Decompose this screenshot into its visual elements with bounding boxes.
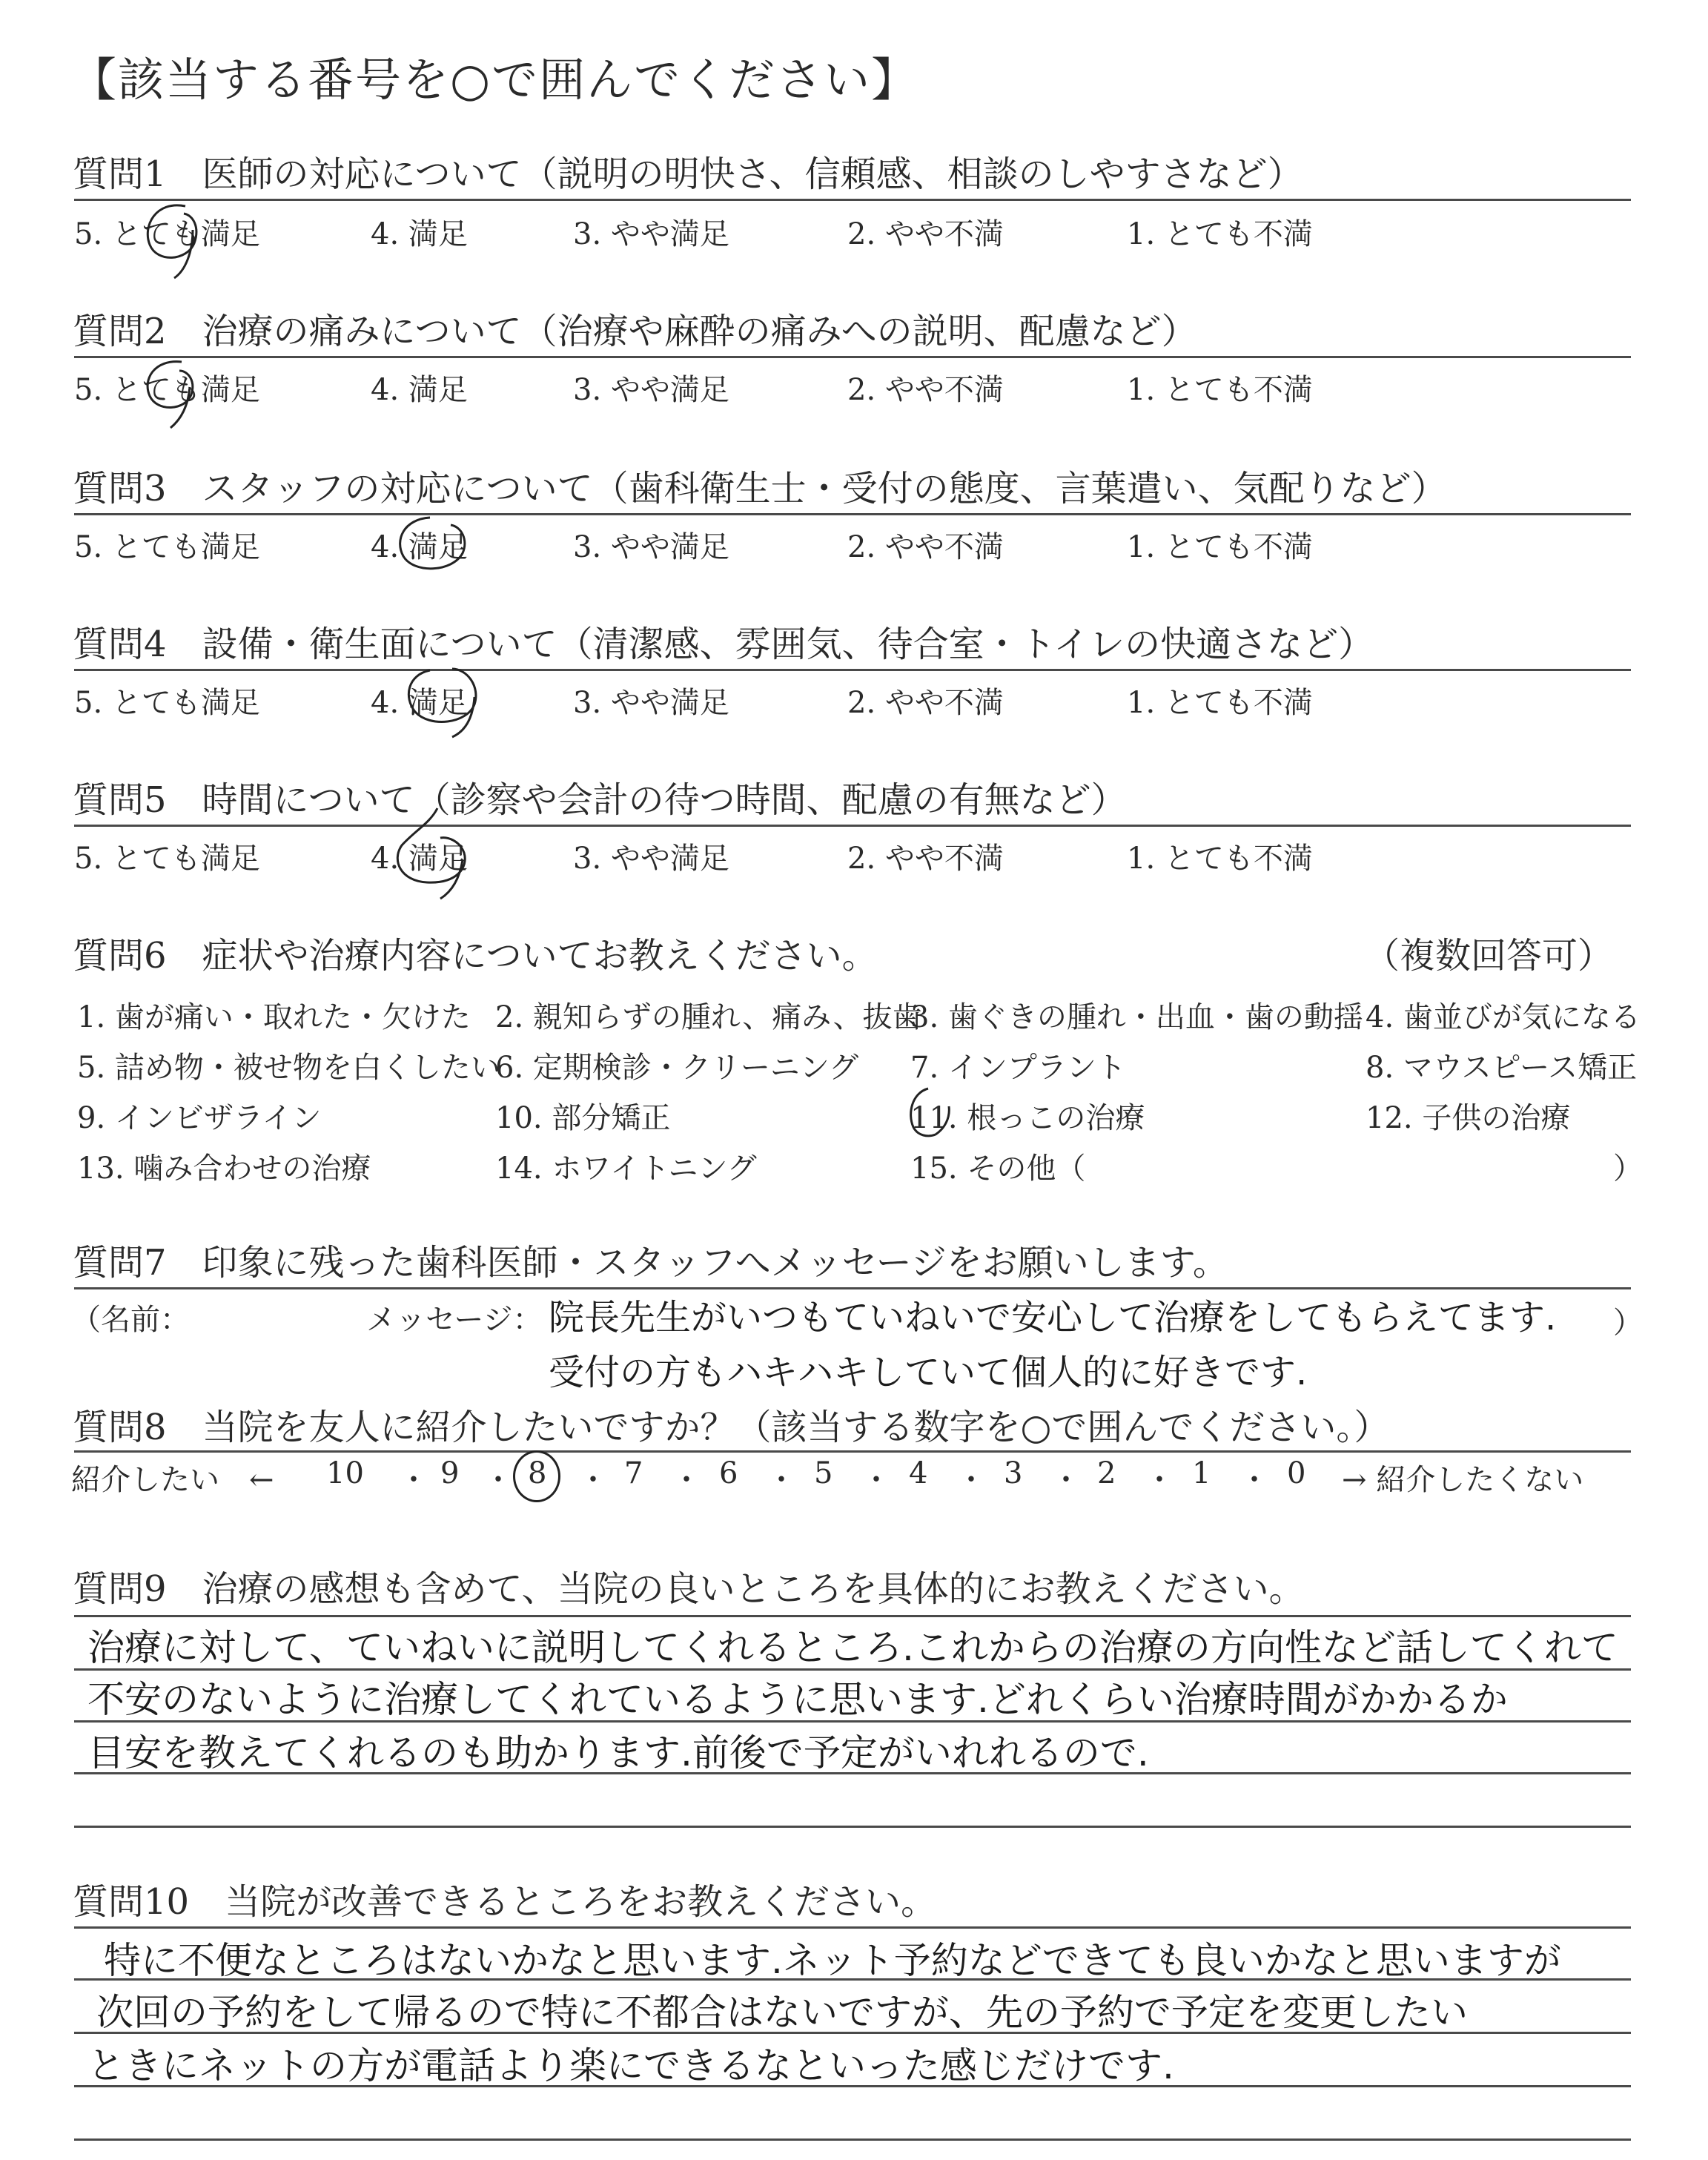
q8-rule bbox=[74, 1450, 1631, 1453]
q5-option-5[interactable]: 5. とても満足 bbox=[74, 842, 260, 876]
q10-answer-line-2: 次回の予約をして帰るので特に不都合はないですが、先の予約で予定を変更したい bbox=[96, 1991, 1468, 2034]
q6-option-1[interactable]: 1. 歯が痛い・取れた・欠けた bbox=[77, 1000, 471, 1034]
q8-dot: ・ bbox=[672, 1463, 701, 1497]
q4-option-4[interactable]: 4. 満足 bbox=[371, 686, 468, 720]
q5-option-1[interactable]: 1. とても不満 bbox=[1127, 842, 1313, 876]
q8-title: 質問8 当院を友人に紹介したいですか？（該当する数字を○で囲んでください。） bbox=[73, 1407, 1390, 1448]
q8-dot: ・ bbox=[1239, 1463, 1269, 1497]
q5-option-4[interactable]: 4. 満足 bbox=[371, 842, 468, 876]
q2-option-4[interactable]: 4. 満足 bbox=[371, 373, 468, 407]
q8-scale-9[interactable]: 9 bbox=[440, 1456, 460, 1490]
q6-option-9[interactable]: 9. インビザライン bbox=[77, 1101, 322, 1135]
q1-option-3[interactable]: 3. やや満足 bbox=[573, 217, 729, 251]
q7-close: ） bbox=[1613, 1306, 1643, 1340]
q1-title: 質問1 医師の対応について（説明の明快さ、信頼感、相談のしやすさなど） bbox=[73, 153, 1303, 195]
q6-option-2[interactable]: 2. 親知らずの腫れ、痛み、抜歯 bbox=[495, 1000, 922, 1034]
q1-option-2[interactable]: 2. やや不満 bbox=[847, 217, 1004, 251]
q6-selection-circle bbox=[906, 1084, 958, 1143]
q4-option-3[interactable]: 3. やや満足 bbox=[573, 686, 729, 720]
q3-option-1[interactable]: 1. とても不満 bbox=[1127, 530, 1313, 564]
q6-option-10[interactable]: 10. 部分矯正 bbox=[495, 1101, 671, 1135]
q1-option-4[interactable]: 4. 満足 bbox=[371, 217, 468, 251]
q10-answer-line-1: 特に不便なところはないかなと思います.ネット予約などできても良いかなと思いますが bbox=[104, 1939, 1561, 1982]
q1-option-5[interactable]: 5. とても満足 bbox=[74, 217, 260, 251]
q3-title: 質問3 スタッフの対応について（歯科衛生士・受付の態度、言葉遣い、気配りなど） bbox=[73, 468, 1447, 509]
q6-option-11[interactable]: 11. 根っこの治療 bbox=[910, 1101, 1145, 1135]
q8-scale-2[interactable]: 2 bbox=[1097, 1456, 1116, 1490]
q2-option-3[interactable]: 3. やや満足 bbox=[573, 373, 729, 407]
q7-title: 質問7 印象に残った歯科医師・スタッフへメッセージをお願いします。 bbox=[73, 1242, 1228, 1284]
q4-rule bbox=[74, 669, 1631, 671]
q7-message-label: メッセージ： bbox=[366, 1303, 543, 1337]
q5-rule bbox=[74, 825, 1631, 827]
q6-option-8[interactable]: 8. マウスピース矯正 bbox=[1366, 1051, 1638, 1085]
q8-dot: ・ bbox=[1051, 1463, 1081, 1497]
q6-other-close: ） bbox=[1613, 1152, 1643, 1186]
q9-title: 質問9 治療の感想も含めて、当院の良いところを具体的にお教えください。 bbox=[73, 1568, 1305, 1610]
q8-dot: ・ bbox=[767, 1463, 796, 1497]
q3-rule bbox=[74, 513, 1631, 515]
q5-option-2[interactable]: 2. やや不満 bbox=[847, 842, 1004, 876]
q4-option-2[interactable]: 2. やや不満 bbox=[847, 686, 1004, 720]
q8-scale-4[interactable]: 4 bbox=[909, 1456, 928, 1490]
q8-right-label: → 紹介したくない bbox=[1342, 1463, 1584, 1497]
q6-option-15[interactable]: 15. その他（ bbox=[910, 1152, 1086, 1186]
q10-rule-5 bbox=[74, 2138, 1631, 2141]
q3-option-5[interactable]: 5. とても満足 bbox=[74, 530, 260, 564]
q8-scale-6[interactable]: 6 bbox=[719, 1456, 738, 1490]
q4-option-5[interactable]: 5. とても満足 bbox=[74, 686, 260, 720]
q9-answer-line-1: 治療に対して、ていねいに説明してくれるところ.これからの治療の方向性など話してくれて bbox=[87, 1626, 1618, 1669]
q8-dot: ・ bbox=[399, 1463, 428, 1497]
q6-option-13[interactable]: 13. 噛み合わせの治療 bbox=[77, 1152, 371, 1186]
q8-selection-circle bbox=[513, 1450, 560, 1502]
q5-title: 質問5 時間について（診察や会計の待つ時間、配慮の有無など） bbox=[73, 779, 1127, 821]
q3-option-4[interactable]: 4. 満足 bbox=[371, 530, 468, 564]
q6-option-4[interactable]: 4. 歯並びが気になる bbox=[1366, 1000, 1641, 1034]
q4-title: 質問4 設備・衛生面について（清潔感、雰囲気、待合室・トイレの快適さなど） bbox=[73, 624, 1374, 665]
form-header: 【該当する番号を○で囲んでください】 bbox=[70, 53, 919, 107]
q6-title: 質問6 症状や治療内容についてお教えください。 bbox=[73, 935, 878, 977]
q7-message-line-1: 院長先生がいつもていねいで安心して治療をしてもらえてます. bbox=[549, 1297, 1557, 1338]
q6-option-6[interactable]: 6. 定期検診・クリーニング bbox=[495, 1051, 859, 1085]
q8-scale-8[interactable]: 8 bbox=[528, 1456, 547, 1490]
q8-dot: ・ bbox=[483, 1463, 513, 1497]
q8-scale-3[interactable]: 3 bbox=[1004, 1456, 1023, 1490]
q1-selection-circle bbox=[141, 200, 208, 282]
q2-option-2[interactable]: 2. やや不満 bbox=[847, 373, 1004, 407]
q8-dot: ・ bbox=[578, 1463, 608, 1497]
q8-dot: ・ bbox=[861, 1463, 891, 1497]
q10-rule-1 bbox=[74, 1926, 1631, 1929]
q3-option-2[interactable]: 2. やや不満 bbox=[847, 530, 1004, 564]
q8-left-label: 紹介したい ← bbox=[71, 1463, 274, 1497]
q8-scale-10[interactable]: 10 bbox=[326, 1456, 364, 1490]
q6-option-14[interactable]: 14. ホワイトニング bbox=[495, 1152, 757, 1186]
q9-answer-line-3: 目安を教えてくれるのも助かります.前後で予定がいれれるので. bbox=[87, 1731, 1149, 1774]
q8-scale-0[interactable]: 0 bbox=[1287, 1456, 1306, 1490]
q6-option-7[interactable]: 7. インプラント bbox=[910, 1051, 1126, 1085]
q3-option-3[interactable]: 3. やや満足 bbox=[573, 530, 729, 564]
q2-rule bbox=[74, 356, 1631, 358]
q1-option-1[interactable]: 1. とても不満 bbox=[1127, 217, 1313, 251]
q6-multiple-note: （複数回答可） bbox=[1364, 935, 1614, 977]
q6-option-3[interactable]: 3. 歯ぐきの腫れ・出血・歯の動揺 bbox=[910, 1000, 1363, 1034]
q8-scale-7[interactable]: 7 bbox=[624, 1456, 643, 1490]
q9-rule-5 bbox=[74, 1826, 1631, 1828]
q7-name-label: （名前： bbox=[71, 1303, 190, 1337]
q8-dot: ・ bbox=[956, 1463, 986, 1497]
q10-answer-line-3: ときにネットの方が電話より楽にできるなといった感じだけです. bbox=[87, 2044, 1174, 2087]
q4-selection-circle bbox=[400, 660, 489, 742]
q7-message-line-2: 受付の方もハキハキしていて個人的に好きです. bbox=[549, 1352, 1308, 1393]
q2-option-5[interactable]: 5. とても満足 bbox=[74, 373, 260, 407]
q9-answer-line-2: 不安のないように治療してくれているように思います.どれくらい治療時間がかかるか bbox=[87, 1678, 1508, 1721]
q2-option-1[interactable]: 1. とても不満 bbox=[1127, 373, 1313, 407]
q6-option-5[interactable]: 5. 詰め物・被せ物を白くしたい bbox=[77, 1051, 500, 1085]
q8-scale-5[interactable]: 5 bbox=[814, 1456, 833, 1490]
q5-option-3[interactable]: 3. やや満足 bbox=[573, 842, 729, 876]
q1-rule bbox=[74, 199, 1631, 201]
q8-scale-1[interactable]: 1 bbox=[1192, 1456, 1211, 1490]
q2-selection-circle bbox=[141, 357, 208, 432]
q9-rule-1 bbox=[74, 1615, 1631, 1617]
q3-selection-circle bbox=[393, 510, 474, 584]
q6-option-12[interactable]: 12. 子供の治療 bbox=[1366, 1101, 1571, 1135]
q2-title: 質問2 治療の痛みについて（治療や麻酔の痛みへの説明、配慮など） bbox=[73, 311, 1197, 352]
q4-option-1[interactable]: 1. とても不満 bbox=[1127, 686, 1313, 720]
q10-title: 質問10 当院が改善できるところをお教えください。 bbox=[73, 1881, 937, 1923]
q8-dot: ・ bbox=[1145, 1463, 1174, 1497]
q5-selection-circle bbox=[385, 801, 482, 905]
